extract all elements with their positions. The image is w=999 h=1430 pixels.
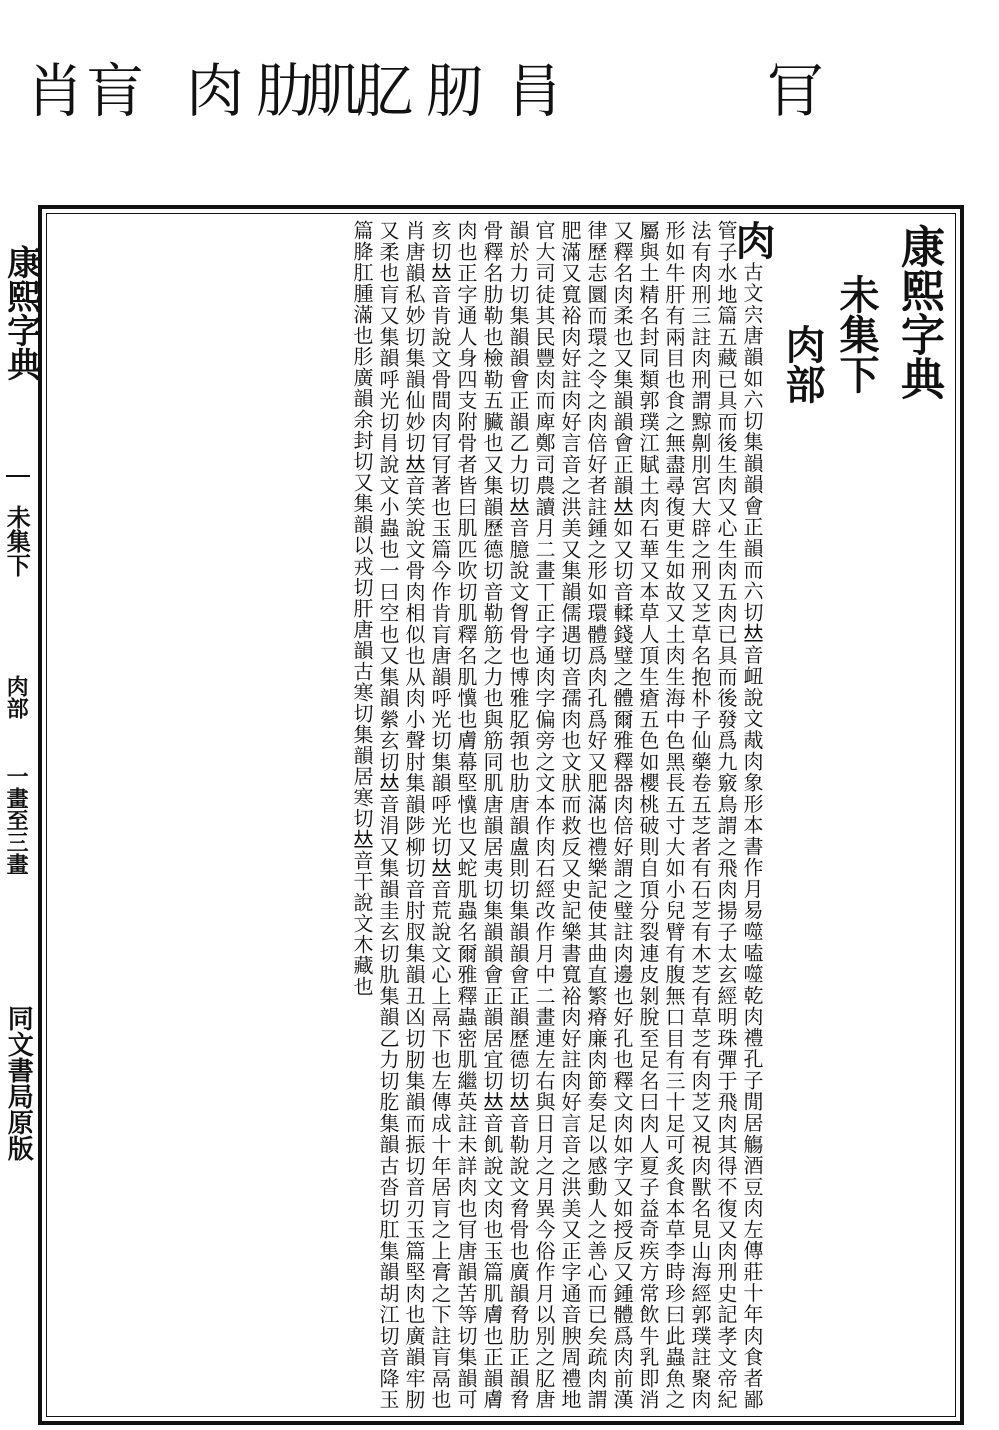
margin-volume: 未集下 <box>2 505 32 577</box>
seal-glyph-4: 肊 <box>346 60 414 124</box>
seal-glyph-5: 肌 <box>296 60 364 124</box>
entry-text: 古文宍唐韻如六切集韻韻會正韻而六切𠀤音衄說文胾肉象形本書作月易噬嗑噬乾肉禮孔子閒居觴酒豆肉左傳莊十年肉食者鄙管子水地篇五藏已具而後生肉又心生肉五肉已具而後發爲九竅鳥謂之飛肉揚子太玄經明珠彈于飛肉其得不復又肉刑史記孝文帝紀法有肉刑三註肉刑謂黥劓刖宮大辟之刑又芝草名抱朴子仙藥卷五芝者有石芝有木芝有草芝有肉芝又視肉獸名見山海經郭璞註聚肉形如牛肝有兩目也食之無盡尋復更生如故又土肉生海中色黑長五寸大如小兒臂有腹無口目有三十足可炙食本草李時珍曰此蟲魚之屬與土精名封同類郭璞江賦土肉石華又本草人頂生瘡五色如櫻桃破則自頂分裂連皮剝脫至足名曰肉人夏子益奇疾方常飲牛乳即消又釋名肉柔也又集韻韻會正韻𠀤如又切音輮錢璧之體爾雅釋器肉倍好謂之璧註肉邊也好孔也釋文肉如字又如授反又鍾體爲肉前漢律歷志圜而環之令之肉倍好者註鍾之形如環體爲肉孔爲好又肥滿也禮樂記使其曲直繁瘠廉肉節奏足以感動人之善心而已矣疏肉謂肥滿又寬裕肉好註肉好言音之洪美又集韻儒遇切音孺肉也文肰而救反又史記樂書寬裕肉好註肉好言音之洪美又正字通音腴周禮地官大司徒其民豐肉而庳鄭司農讀月二畫丅正字通肉字偏旁之文本作肉石經改作月中二畫連左右與日月之月異今俗作月以別之肊唐韻於力切集韻韻會正韻乙力切𠀤音臆說文胷骨也博雅肊𩓐也肋唐韻盧則切集韻韻會正韻歷德切𠀤音勒說文脅骨也廣韻脅肋正韻脅骨釋名肋勒也檢勒五臟也又集韻歷德切音勒筋之力也與筋同肌唐韻居夷切集韻韻會正韻居宜切𠀤音飢說文肉也玉篇肌膚也正韻膚肉也正字通人身四支附骨者皆曰肌匹吹切肌釋名肌懻也膚幕堅懻也又蛇肌蟲名爾雅釋蟲密肌繼英註未詳肉也肎唐韻苦等切集韻可亥切𠀤音肯說文骨間肉肎肎著也玉篇今作肯肓唐韻呼光切集韻呼光切𠀤音荒說文心上鬲下也左傳成十年居肓之上膏之下註肓鬲也肖唐韻私妙切集韻仙妙切𠀤音笑說文骨肉相似也从肉小聲肘集韻陟柳切音肘肞集韻丑凶切肕集韻而振切音刃玉篇堅肉也廣韻牢肕又柔也肓又集韻呼光切肙說文小蟲也一曰空也又集韻縈玄切𠀤音涓又集韻圭玄切肍集韻乙力切肐集韻古沓切肛集韻胡江切音降玉篇胮肛腫滿也肜廣韻余封切又集韻以戎切肝唐韻古寒切集韻居寒切𠀤音干說文木藏也 <box>350 220 764 1411</box>
seal-glyph-1: 肎 <box>756 60 824 124</box>
dictionary-body <box>53 220 776 1411</box>
seal-glyph-7: 肉 <box>176 60 244 124</box>
seal-glyph-6: 肋 <box>246 60 314 124</box>
margin-publisher: 同文書局原版 <box>3 1005 34 1161</box>
volume-label: 未集下 <box>833 274 880 394</box>
seal-glyph-2: 肙 <box>496 60 564 124</box>
page-title: 康熙字典 <box>893 224 944 400</box>
radical-label: 肉部 <box>779 324 826 404</box>
page-frame <box>38 205 964 1425</box>
seal-glyph-8: 肓 <box>76 60 144 124</box>
seal-glyph-9: 肖 <box>16 60 84 124</box>
margin-title: 康熙字典 <box>0 245 41 381</box>
seal-script-row <box>0 0 999 205</box>
page-margin <box>0 205 41 1417</box>
margin-stroke-range: 一畫至三畫 <box>3 765 30 875</box>
seal-glyph-3: 肕 <box>416 60 484 124</box>
entry-head-char: 肉 <box>729 220 776 262</box>
margin-radical: 肉部 <box>3 675 30 719</box>
text-block <box>46 213 956 1417</box>
margin-divider <box>6 475 30 477</box>
